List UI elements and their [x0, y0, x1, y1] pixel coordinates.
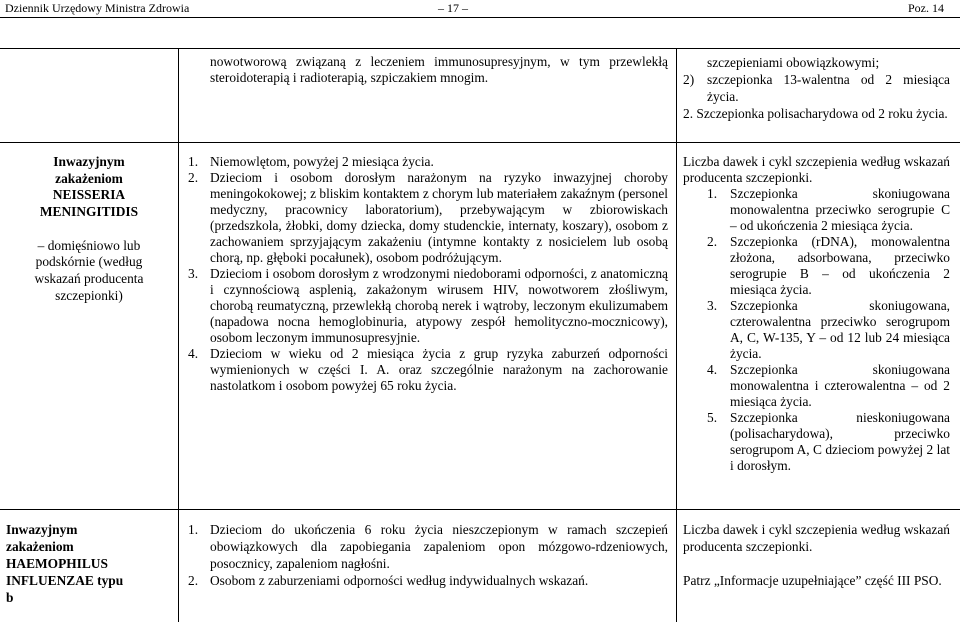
schedule-intro: Liczba dawek i cykl szczepienia według wskazań producenta szczepionki. [683, 154, 950, 185]
disease-name-line: zakażeniom [6, 539, 74, 554]
schedule-item [683, 105, 950, 122]
item-number: 3. [707, 298, 718, 313]
header-rule [0, 17, 960, 18]
disease-name-line: HAEMOPHILUS [6, 556, 108, 571]
indication-item [188, 572, 668, 589]
disease-name [6, 521, 172, 606]
item-number: 4. [188, 346, 199, 361]
item-text: Dzieciom i osobom dorosłym z wrodzonymi niedoborami odporności, z anatomiczną i czynnościową asplenią, zakażonym wirusem HIV, nowotworem złośliwym, chorobą reumatyczną, przewlekłą chorobą nerek i wątroby, leczonym ekulizumabem (napadowa nocna hemoglobinuria, atypowy zespół hemolityczno-mocznicowy), osobom leczonym immunosupresyjnie. [210, 266, 668, 345]
item-number: 1. [707, 186, 718, 201]
item-text: Szczepionka skoniugowana monowalentna i czterowalentna – od 2 miesiąca życia. [730, 362, 950, 409]
route-line: podskórnie (według [35, 254, 143, 270]
item-number: 4. [707, 362, 718, 377]
item-text: Szczepionka polisacharydowa od 2 roku życia. [696, 106, 948, 121]
administration-route-note [6, 238, 172, 305]
indication-item [188, 154, 668, 170]
indications-cell [178, 48, 676, 142]
item-number: 2. [707, 234, 718, 249]
schedule-subitem [683, 71, 950, 105]
item-text: Szczepionka (rDNA), monowalentna złożona, adsorbowana, przeciwko serogrupie B – od ukończenia 2 miesiąca życia. [730, 234, 950, 297]
disease-name-line: Inwazyjnym [53, 154, 125, 169]
indications-continuation: nowotworową związaną z leczeniem immunosupresyjnym, w tym przewlekłą steroidoterapią i radioterapią, szpiczakiem mnogim. [210, 54, 668, 85]
disease-name-line: MENINGITIDIS [39, 204, 139, 220]
item-number: 1. [188, 154, 199, 169]
indication-item [188, 266, 668, 346]
disease-name [6, 154, 172, 221]
item-text: Szczepionka skoniugowana, czterowalentna przeciwko serogrupom A, C, W-135, Y – od 12 lub 24 miesiąca życia. [730, 298, 950, 361]
schedule-intro: Liczba dawek i cykl szczepienia według wskazań producenta szczepionki. [683, 522, 950, 554]
item-text: Niemowlętom, powyżej 2 miesiąca życia. [210, 154, 434, 169]
schedule-item [683, 362, 950, 410]
route-line: wskazań producenta [34, 270, 144, 286]
subitem-number: 2) [683, 72, 695, 87]
item-number: 3. [188, 266, 199, 281]
disease-name-line: zakażeniom [55, 170, 123, 186]
schedule-item [683, 186, 950, 234]
item-number: 2. [683, 106, 694, 121]
item-number: 2. [188, 573, 199, 588]
position-number: Poz. 14 [908, 1, 944, 15]
disease-name-line: INFLUENZAE typu [6, 573, 124, 588]
disease-name-line: Inwazyjnym [6, 522, 78, 537]
item-number: 5. [707, 410, 718, 425]
schedule-cell [676, 48, 960, 142]
schedule-cell [676, 509, 960, 622]
disease-cell [0, 509, 178, 622]
item-text: Szczepionka nieskoniugowana (polisacharydowa), przeciwko serogrupom A, C dzieciom powyżej 2 lat i dorosłym. [730, 410, 950, 473]
schedule-item [683, 298, 950, 362]
item-text: Szczepionka skoniugowana monowalentna przeciwko serogrupie C – od ukończenia 2 miesiąca życia. [730, 186, 950, 233]
schedule-cell [676, 142, 960, 509]
schedule-item [683, 410, 950, 474]
page-number: – 17 – [438, 1, 468, 15]
route-line: – domięśniowo lub [37, 237, 141, 253]
disease-cell [0, 142, 178, 509]
schedule-continuation: szczepieniami obowiązkowymi; [707, 55, 880, 70]
item-number: 2. [188, 170, 199, 185]
item-text: Dzieciom do ukończenia 6 roku życia nieszczepionym w ramach szczepień obowiązkowych dla zapobiegania zapaleniom opon mózgowo-rdzeniowych, posocznicy, zapaleniom nagłośni. [210, 522, 668, 571]
indication-item [188, 346, 668, 394]
schedule-item [683, 234, 950, 298]
indications-cell [178, 509, 676, 622]
item-number: 1. [188, 522, 199, 537]
disease-name-line: b [6, 590, 14, 605]
indication-item [188, 521, 668, 572]
item-text: Dzieciom i osobom dorosłym narażonym na ryzyko inwazyjnej choroby meningokokowej; z bliskim kontaktem z chorym lub materiałem zakaźnym (personel medyczny, pracownicy laboratorium), przebywającym w zbiorowiskach (przedszkola, żłobki, domy dziecka, domy studenckie, internaty, koszary), osobom z zachowaniem sprzyjającym zakażeniu (intymne kontakty z nosicielem lub osobą chorą, np. głęboki pocałunek), osobom podróżującym. [210, 170, 668, 265]
route-line: szczepionki) [55, 287, 123, 303]
indications-cell [178, 142, 676, 509]
indication-item [188, 170, 668, 266]
subitem-text: szczepionka 13-walentna od 2 miesiąca życia. [707, 72, 950, 104]
schedule-reference-note: Patrz „Informacje uzupełniające” część III PSO. [683, 573, 942, 588]
journal-title: Dziennik Urzędowy Ministra Zdrowia [5, 1, 190, 15]
disease-name-line: NEISSERIA [52, 187, 126, 203]
item-text: Dzieciom w wieku od 2 miesiąca życia z grup ryzyka zaburzeń odporności wymienionych w części I. A. oraz szczególnie narażonym na zachorowanie nastolatkom i osobom powyżej 65 roku życia. [210, 346, 668, 393]
item-text: Osobom z zaburzeniami odporności według indywidualnych wskazań. [210, 573, 589, 588]
